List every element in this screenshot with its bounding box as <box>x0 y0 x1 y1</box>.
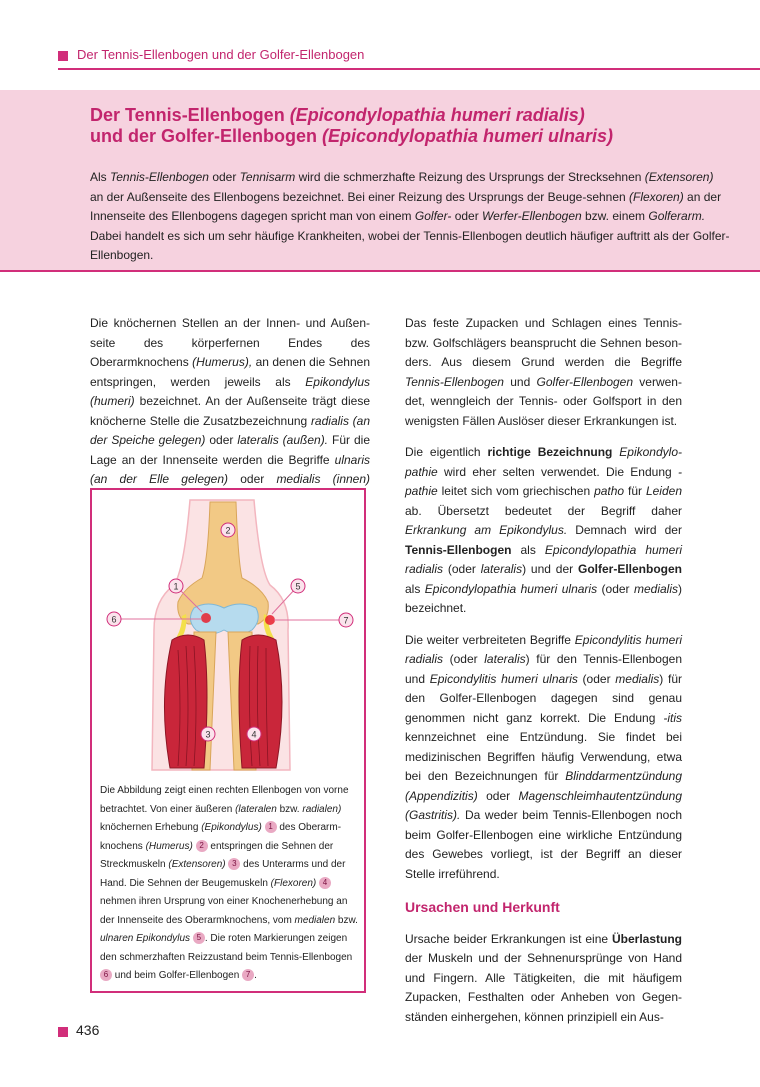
text-run: Demnach wird der <box>567 523 682 537</box>
text-run: (oder <box>577 671 616 686</box>
marker-4 <box>247 727 261 741</box>
text-run: (oder <box>443 652 485 666</box>
text-run: Die Abbildung zeigt einen rechten Ellenbogen von vorne betrachtet. Von einer äußeren <box>100 785 349 815</box>
text-run: . <box>254 970 257 981</box>
text-run: entspringen die Sehnen der Streckmuskeln <box>100 840 334 870</box>
italic-term: Erkrankung am Epikondylus. <box>405 523 568 537</box>
text-run: Als <box>90 170 111 184</box>
italic-term: Epikondylopathie <box>405 445 682 479</box>
text-run: an der Innenseite des Ellenbogens dagegen spricht man von einem <box>90 189 722 223</box>
elbow-illustration <box>92 490 364 775</box>
text-run: oder <box>228 472 277 486</box>
text-run: Der Tennis-Ellenbogen <box>90 105 290 125</box>
right-paragraph-1 <box>405 314 682 431</box>
text-run: als <box>405 581 425 596</box>
page-number: 436 <box>76 1022 100 1038</box>
italic-term: Epicondylitis humeri radialis <box>405 632 682 666</box>
italic-term: (Humerus), <box>192 355 253 369</box>
text-run: (oder <box>597 581 634 596</box>
marker-6-label: 6 <box>111 614 117 625</box>
text-run: . Die roten Markierungen zeigen den schmerzhaften Reizzustand beim Tennis-Ellenbogen <box>100 933 353 963</box>
text-run: ab. Übersetzt bedeutet der Begriff daher <box>405 503 682 518</box>
italic-term: (Flexoren) <box>629 189 684 204</box>
marker-3 <box>201 727 215 741</box>
marker-7 <box>339 613 353 627</box>
intro-title <box>90 105 710 147</box>
caption-number-marker: 4 <box>319 877 331 889</box>
text-run: oder <box>208 170 240 184</box>
footer-marker <box>58 1027 68 1037</box>
text-run: bzw. <box>276 803 303 815</box>
text-run: bzw. <box>335 914 358 926</box>
text-run: Dabei handelt es sich um sehr häufige Krankheiten, wobei der Tennis-Ellenbogen deutlich häufiger auftritt als der Golfer-Ellenbogen. <box>90 228 730 262</box>
bold-term: richtige Bezeichnung <box>487 445 613 459</box>
text-run: leitet sich vom griechischen <box>437 484 595 498</box>
text-run: des Unterarms und der Hand. Die Sehnen der Beugemuskeln <box>100 859 346 889</box>
bold-term: Golfer-Ellenbogen <box>577 562 682 576</box>
text-run: ) und der <box>522 562 578 576</box>
text-run: des Oberarmknochens <box>100 822 342 852</box>
pain-marker-lateral <box>201 613 211 623</box>
italic-term: radialis (an der Speiche gelegen) <box>90 413 370 447</box>
text-run: kennzeichnet eine Entzündung. Sie findet bei medizinischen Begriffen häufig Verwendung, etwa bei den Bezeichnungen für <box>405 730 682 783</box>
marker-6 <box>107 612 121 626</box>
marker-2-label: 2 <box>225 525 231 536</box>
italic-term: (Extensoren) <box>644 170 714 184</box>
figure-box <box>90 488 366 993</box>
italic-term: Tennisarm <box>239 170 296 184</box>
italic-term: medialis <box>633 581 678 596</box>
marker-4-label: 4 <box>251 729 257 740</box>
text-run: als <box>511 542 545 557</box>
caption-number-marker: 5 <box>193 932 205 944</box>
text-run: Für die Lage an der Innenseite werden die Begriffe <box>90 433 370 467</box>
italic-term: Epicondylopathia humeri ulnaris <box>424 581 598 596</box>
caption-number-marker: 3 <box>228 858 240 870</box>
text-run: knöchernen Erhebung <box>100 822 202 833</box>
marker-5-label: 5 <box>295 581 301 592</box>
text-run: oder <box>451 209 483 223</box>
text-run: an der Außenseite des Ellenbogens bezeichnet. Bei einer Reizung des Ursprungs der Beuge-sehnen <box>90 189 630 204</box>
text-run: wird die schmerzhafte Reizung des Ursprungs der Strecksehnen <box>295 170 645 184</box>
text-run: bezeichnet. An der Außenseite trägt diese knöcherne Stelle die Zusatzbezeichnung <box>90 394 370 428</box>
caption-number-marker: 1 <box>265 821 277 833</box>
italic-term: Werfer-Ellenbogen <box>482 209 582 223</box>
caption-number-marker: 7 <box>242 969 254 981</box>
marker-3-label: 3 <box>205 729 211 740</box>
text-run: ) für den Tennis-Ellenbogen und <box>405 652 683 686</box>
text-run: Das feste Zupacken und Schlagen eines Tennis- bzw. Golfschlägers beansprucht die Sehnen besonders. Aus diesem Grund werden die Begriffe <box>405 316 682 369</box>
italic-term: lateralis <box>480 562 523 576</box>
text-run: oder <box>205 433 238 447</box>
italic-term: patho <box>594 484 625 498</box>
text-run: verwendet, wenngleich der Tennis- oder Golfsport in den wenigsten Fällen Auslöser dieser Erkrankungen ist. <box>405 374 682 428</box>
text-run: und <box>503 374 537 389</box>
italic-term: lateralis <box>484 652 526 666</box>
text-run: Die knöchernen Stellen an der Innen- und Außenseite des körperfernen Endes des Oberarmknochens <box>90 316 370 369</box>
flexor-muscles <box>239 635 282 768</box>
text-run: Da weder beim Tennis-Ellenbogen noch beim Golfer-Ellenbogen eine wirkliche Entzündung des Gewebes vorliegt, ist der Begriff an dieser Stelle irreführend. <box>405 808 682 881</box>
text-run: an denen die Sehnen entspringen, werden jeweils als <box>90 355 370 389</box>
italic-term: -itis <box>663 710 682 725</box>
caption-number-marker: 2 <box>196 840 208 852</box>
text-run: ) bezeichnet. <box>405 581 682 615</box>
text-run: nehmen ihren Ursprung von einer Knochenerhebung an der Innenseite des Oberarmknochens, vom <box>100 896 348 926</box>
italic-term: (Humerus) <box>145 840 193 852</box>
running-head-marker <box>58 51 68 61</box>
italic-term: Blinddarmentzündung (Appendizitis) <box>405 769 682 803</box>
italic-term: medialen <box>294 914 336 926</box>
italic-term: (Extensoren) <box>168 859 226 870</box>
extensor-muscles <box>164 635 207 768</box>
intro-text <box>90 168 730 266</box>
marker-7-label: 7 <box>343 615 349 626</box>
marker-1-label: 1 <box>173 581 179 592</box>
text-run: Die weiter verbreiteten Begriffe <box>405 632 575 647</box>
italic-term: Magenschleimhautentzündung (Gastritis). <box>405 788 682 822</box>
right-paragraph-2 <box>405 443 682 619</box>
italic-term: (Epicondylopathia humeri radialis) <box>289 105 585 125</box>
figure-caption <box>100 782 358 986</box>
italic-term: Epicondylopathia humeri radialis <box>405 542 682 576</box>
italic-term: (lateralen <box>235 803 277 815</box>
italic-term: medialis <box>615 671 660 686</box>
italic-term: lateralis (außen). <box>237 433 329 447</box>
italic-term: (Flexoren) <box>270 877 317 889</box>
text-run: wird eher selten verwendet. Die Endung <box>437 464 678 479</box>
pain-marker-medial <box>265 615 275 625</box>
bold-term: Überlastung <box>611 931 682 946</box>
italic-term: -pathie <box>405 464 682 498</box>
text-run: (oder <box>443 562 481 576</box>
italic-term: Golfer- <box>414 209 452 223</box>
italic-term: medialis (innen) <box>276 472 371 486</box>
text-run: für <box>624 484 646 498</box>
italic-term: (Epicondylopathia humeri ulnaris) <box>322 126 614 146</box>
text-run: Die eigentlich <box>405 445 488 459</box>
running-head-text: Der Tennis-Ellenbogen und der Golfer-Ellenbogen <box>77 47 365 62</box>
intro-box <box>0 90 760 272</box>
italic-term: ulnaris (an der Elle gelegen) <box>90 452 370 486</box>
italic-term: Golferarm. <box>648 209 706 223</box>
text-run: und der Golfer-Ellenbogen <box>90 126 323 146</box>
text-run: bzw. einem <box>581 209 649 223</box>
italic-term: ulnaren Epikondylus <box>100 933 191 944</box>
italic-term: Tennis-Ellenbogen <box>110 170 209 184</box>
left-paragraph-1 <box>90 314 370 509</box>
italic-term: Epikondylus (humeri) <box>90 374 370 408</box>
right-column <box>405 314 682 1039</box>
text-run: ) für den Golfer-Ellenbogen dagegen sind genau genommen nicht ganz korrekt. Die Endung <box>405 671 682 725</box>
text-run: oder <box>477 788 519 803</box>
right-paragraph-3 <box>405 631 682 885</box>
running-head <box>58 46 760 70</box>
right-paragraph-4 <box>405 930 682 1028</box>
italic-term: Epicondylitis humeri ulnaris <box>429 671 578 686</box>
text-run: und beim Golfer-Ellenbogen <box>112 970 243 981</box>
text-run: der Muskeln und der Sehnenursprünge von Hand und Fingern. Alle Tätigkeiten, die mit häufigem Zupacken, Festhalten oder Anheben von Gegenständen einhergehen, können prinzipiell ein Aus- <box>405 951 682 1024</box>
italic-term: (Epikondylus) <box>201 822 262 833</box>
italic-term: Leiden <box>645 484 682 498</box>
caption-number-marker: 6 <box>100 969 112 981</box>
italic-term: radialen) <box>302 803 342 815</box>
marker-1 <box>169 579 183 593</box>
marker-2 <box>221 523 235 537</box>
subheading-causes: Ursachen und Herkunft <box>405 899 560 915</box>
marker-5 <box>291 579 305 593</box>
italic-term: Tennis-Ellenbogen <box>405 374 504 389</box>
italic-term: Golfer-Ellenbogen <box>536 374 634 389</box>
text-run: Ursache beider Erkrankungen ist eine <box>405 931 612 946</box>
bold-term: Tennis-Ellenbogen <box>405 542 512 557</box>
